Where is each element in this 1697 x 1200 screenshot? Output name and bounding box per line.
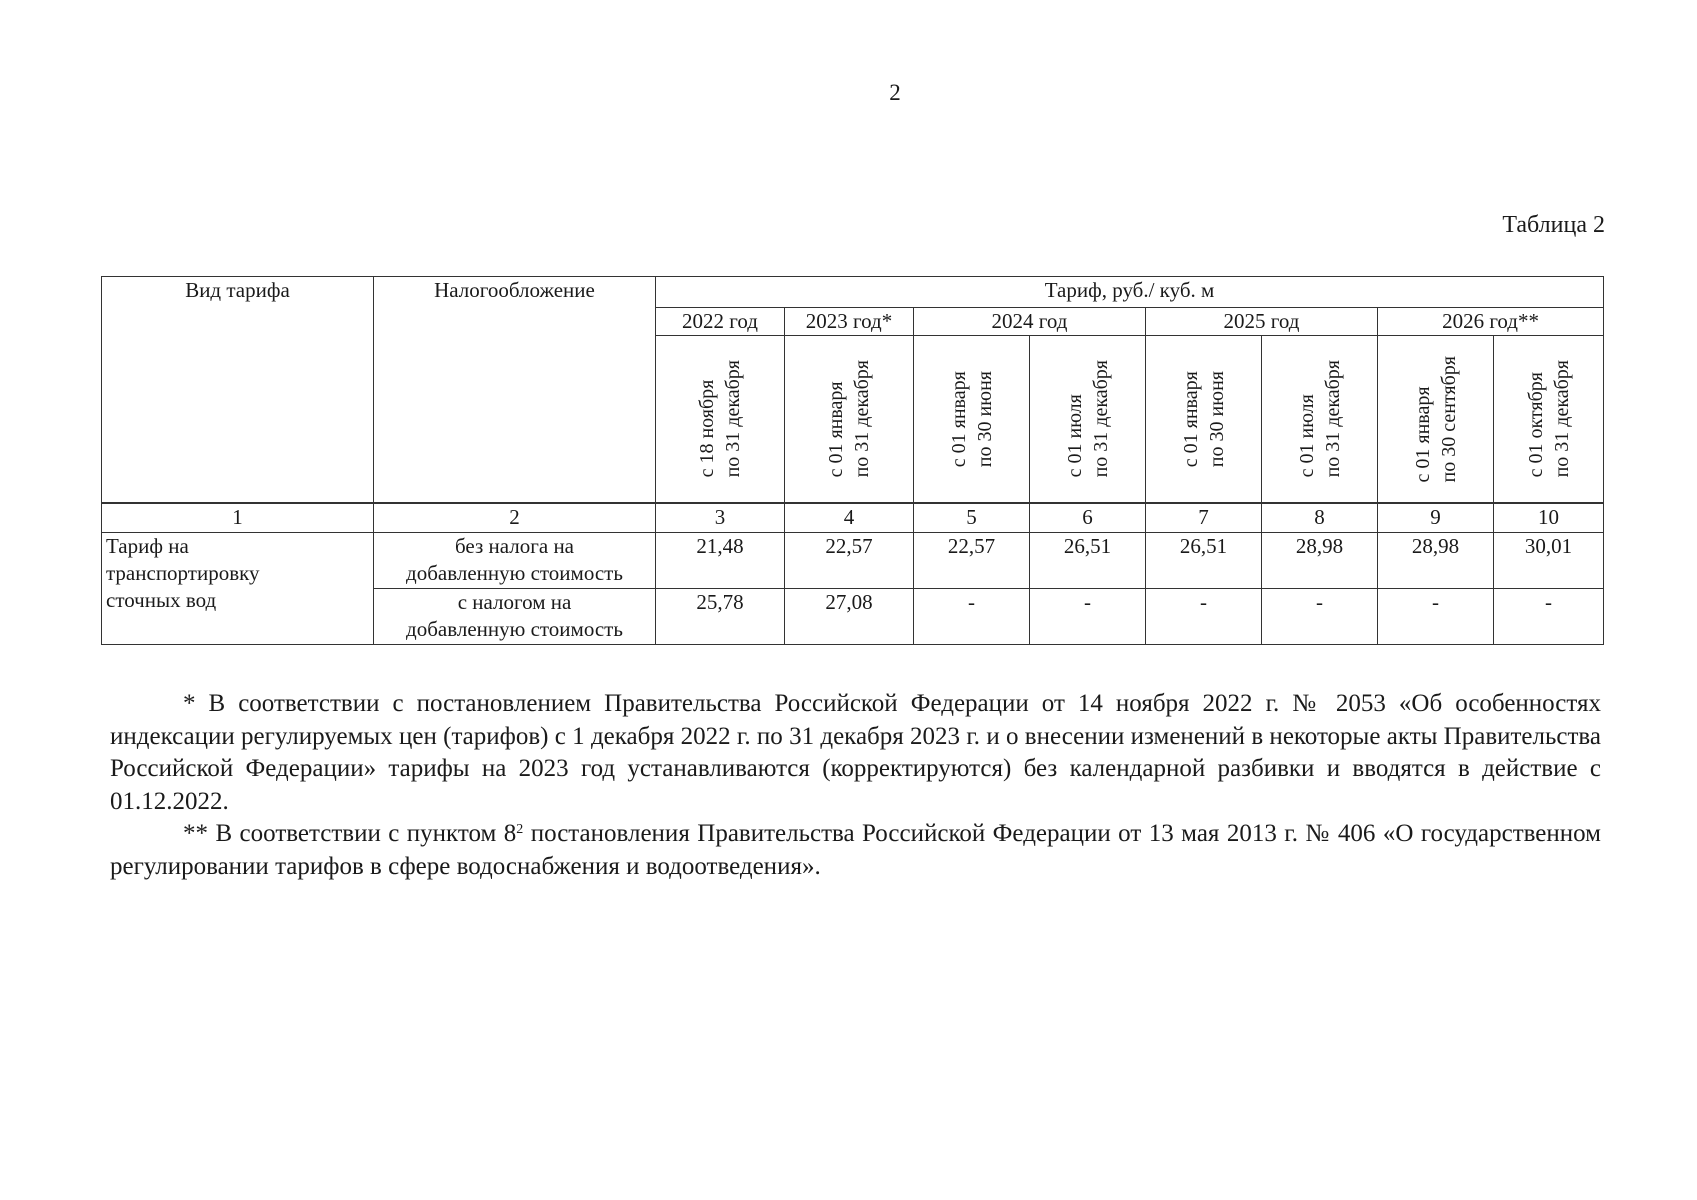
tariff-value: 22,57 — [785, 533, 914, 589]
row-tariff-type: Тариф на транспортировку сточных вод — [102, 533, 374, 645]
tariff-value: 30,01 — [1494, 533, 1604, 589]
tariff-value: 26,51 — [1146, 533, 1262, 589]
header-period: с 01 января по 30 сентября — [1378, 336, 1494, 504]
header-period: с 01 января по 30 июня — [1146, 336, 1262, 504]
row-taxation: без налога на добавленную стоимость — [374, 533, 656, 589]
header-tariff-type: Вид тарифа — [102, 277, 374, 504]
tariff-value: 28,98 — [1262, 533, 1378, 589]
header-period: с 01 января по 30 июня — [914, 336, 1030, 504]
column-number: 2 — [374, 503, 656, 533]
tariff-value: 26,51 — [1030, 533, 1146, 589]
tariff-value: - — [1030, 589, 1146, 645]
column-number: 1 — [102, 503, 374, 533]
column-numbers-row — [102, 503, 1604, 533]
footnotes — [110, 688, 1601, 883]
column-number: 4 — [785, 503, 914, 533]
header-period: с 01 октября по 31 декабря — [1494, 336, 1604, 504]
tariff-value: - — [1378, 589, 1494, 645]
header-period: с 18 ноября по 31 декабря — [656, 336, 785, 504]
table-label: Таблица 2 — [1502, 212, 1605, 238]
tariff-value: 28,98 — [1378, 533, 1494, 589]
column-number: 10 — [1494, 503, 1604, 533]
column-number: 3 — [656, 503, 785, 533]
footnote-second: ** В соответствии с пунктом $8^2$ постановления Правительства Российской Федерации от 13 мая 2013 г. № 406 «О государственном регулировании тарифов в сфере водоснабжения и водоотведения». — [110, 820, 1601, 880]
header-period: с 01 июля по 31 декабря — [1262, 336, 1378, 504]
column-number: 7 — [1146, 503, 1262, 533]
header-period: с 01 января по 31 декабря — [785, 336, 914, 504]
header-year: 2024 год — [914, 308, 1146, 336]
tariff-value: - — [1494, 589, 1604, 645]
tariff-value: 22,57 — [914, 533, 1030, 589]
header-taxation: Налогообложение — [374, 277, 656, 504]
header-year: 2025 год — [1146, 308, 1378, 336]
tariff-value: - — [1262, 589, 1378, 645]
tariff-value: - — [914, 589, 1030, 645]
tariff-value: 27,08 — [785, 589, 914, 645]
table-row — [102, 533, 1604, 589]
header-year: 2022 год — [656, 308, 785, 336]
column-number: 6 — [1030, 503, 1146, 533]
header-year: 2026 год** — [1378, 308, 1604, 336]
column-number: 9 — [1378, 503, 1494, 533]
column-number: 8 — [1262, 503, 1378, 533]
header-period: с 01 июля по 31 декабря — [1030, 336, 1146, 504]
tariff-table — [101, 276, 1604, 645]
tariff-value: 25,78 — [656, 589, 785, 645]
header-tariff-unit: Тариф, руб./ куб. м — [656, 277, 1604, 308]
page-number: 2 — [889, 80, 901, 105]
tariff-value: 21,48 — [656, 533, 785, 589]
column-number: 5 — [914, 503, 1030, 533]
tariff-value: - — [1146, 589, 1262, 645]
header-year: 2023 год* — [785, 308, 914, 336]
row-taxation: с налогом на добавленную стоимость — [374, 589, 656, 645]
footnote-first: * В соответствии с постановлением Правительства Российской Федерации от 14 ноября 2022 г. № 2053 «Об особенностях индексации регулируемых цен (тарифов) с 1 декабря 2022 г. по 31 декабря 2023 г. и о внесении изменений в некоторые акты Правительства Российской Федерации» тарифы на 2023 год устанавливаются (корректируются) без календарной разбивки и вводятся в действие с 01.12.2022. — [110, 690, 1601, 815]
